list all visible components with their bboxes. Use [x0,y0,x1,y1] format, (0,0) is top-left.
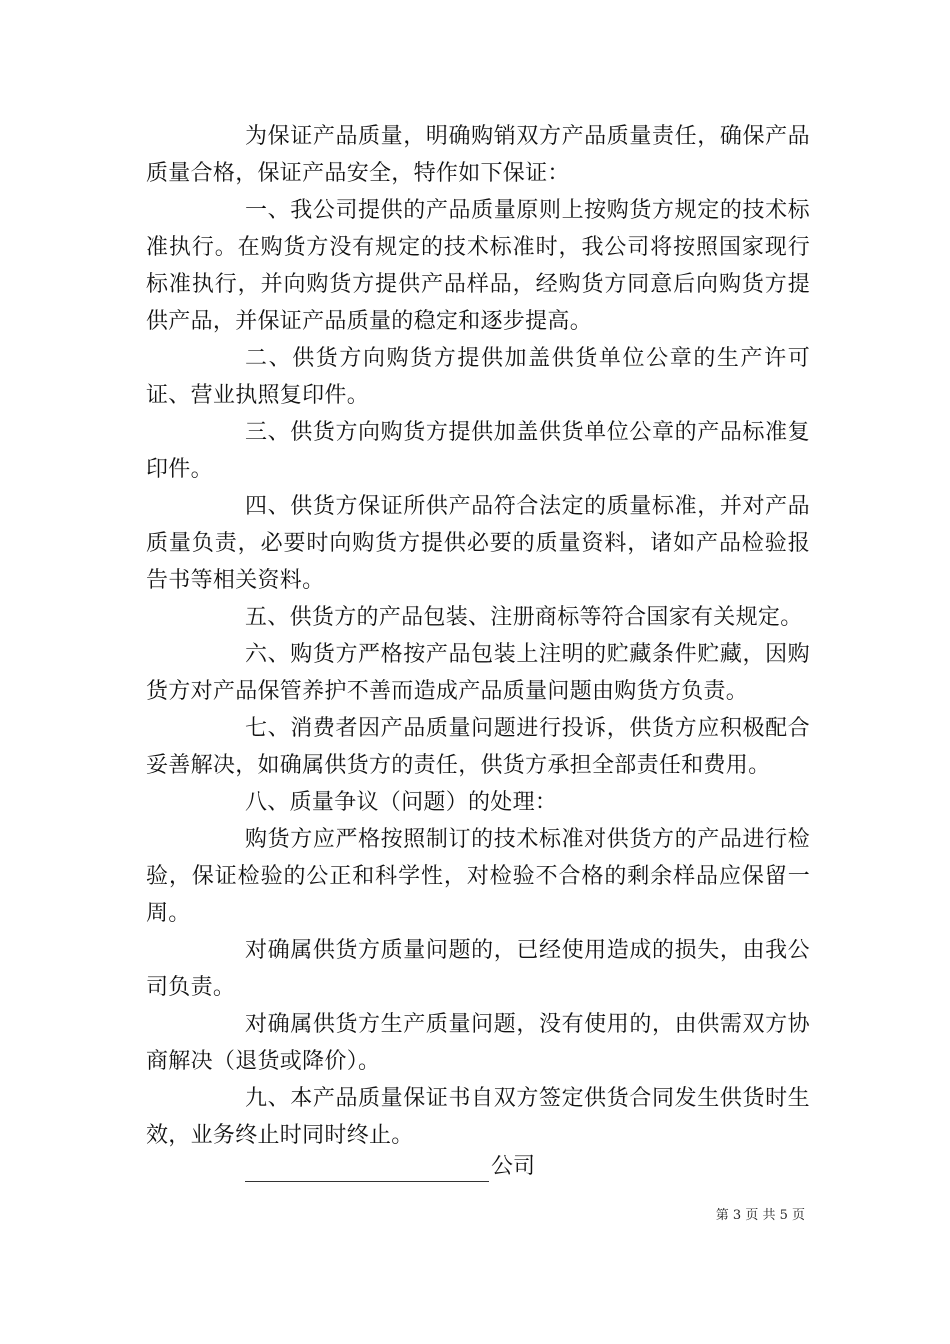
page-number-footer: 第 3 页 共 5 页 [715,1208,805,1223]
paragraph-clause-9: 九、本产品质量保证书自双方签定供货合同发生供货时生效，业务终止时同时终止。 [146,1086,810,1148]
paragraph-intro: 为保证产品质量，明确购销双方产品质量责任，确保产品质量合格，保证产品安全，特作如下保证： [146,124,810,186]
paragraph-clause-5: 五、供货方的产品包装、注册商标等符合国家有关规定。 [245,605,803,630]
paragraph-clause-6: 六、购货方严格按产品包装上注明的贮藏条件贮藏，因购货方对产品保管养护不善而造成产品质量问题由购货方负责。 [146,642,810,704]
paragraph-clause-4: 四、供货方保证所供产品符合法定的质量标准，并对产品质量负责，必要时向购货方提供必要的质量资料，诸如产品检验报告书等相关资料。 [146,494,810,593]
document-body [146,118,810,1154]
paragraph-clause-3: 三、供货方向购货方提供加盖供货单位公章的产品标准复印件。 [146,420,810,482]
paragraph-clause-8: 八、质量争议（问题）的处理： [245,790,558,815]
paragraph-clause-2: 二、供货方向购货方提供加盖供货单位公章的生产许可证、营业执照复印件。 [146,346,810,408]
signature-company-suffix: 公司 [491,1154,536,1179]
paragraph-clause-8-unused: 对确属供货方生产质量问题，没有使用的，由供需双方协商解决（退货或降价）。 [146,1012,810,1074]
signature-block [245,1152,535,1182]
paragraph-clause-1: 一、我公司提供的产品质量原则上按购货方规定的技术标准执行。在购货方没有规定的技术标准时，我公司将按照国家现行标准执行，并向购货方提供产品样品，经购货方同意后向购货方提供产品，并保证产品质量的稳定和逐步提高。 [146,198,810,334]
paragraph-clause-7: 七、消费者因产品质量问题进行投诉，供货方应积极配合妥善解决，如确属供货方的责任，供货方承担全部责任和费用。 [146,716,810,778]
paragraph-clause-8-inspection: 购货方应严格按照制订的技术标准对供货方的产品进行检验，保证检验的公正和科学性，对检验不合格的剩余样品应保留一周。 [146,827,810,926]
signature-blank-line [245,1159,489,1182]
paragraph-clause-8-used-loss: 对确属供货方质量问题的，已经使用造成的损失，由我公司负责。 [146,938,810,1000]
